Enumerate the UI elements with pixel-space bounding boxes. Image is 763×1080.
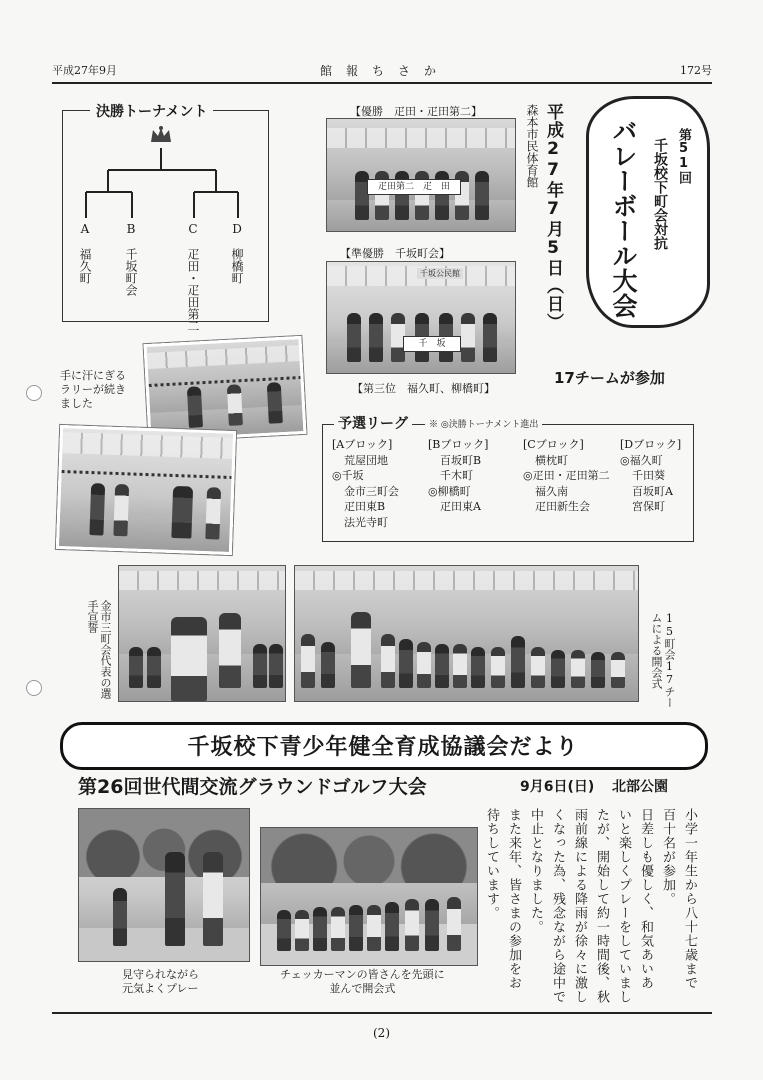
article-line: 百十名が参加。 — [660, 808, 675, 906]
article-line: 小学一年生から八十七歳まで — [682, 808, 697, 990]
header-date: 平成27年9月 — [52, 64, 117, 77]
team-entry: 法光寺町 — [344, 515, 388, 529]
team-entry: ◎柳橋町 — [428, 484, 471, 498]
oath-caption: 金市三町会代表の選手宣誓 — [86, 600, 112, 699]
block-c — [523, 437, 610, 515]
rally-caption: 手に汗にぎる ラリーが続き ました — [60, 369, 126, 410]
preliminary-title: 予選リーグ — [334, 413, 412, 433]
golf-photo-1 — [78, 808, 250, 962]
event-venue: 森本市民体育館 — [525, 104, 539, 188]
team-entry: 金市三町会 — [344, 484, 399, 498]
opening-caption: 15町会17チームによる開会式 — [650, 612, 676, 708]
rally-photo-2 — [56, 425, 236, 555]
block-name: [Bブロック] — [428, 438, 489, 451]
article-line: また来年、皆さまの参加をお — [506, 808, 521, 990]
winner-team-photo — [326, 118, 516, 232]
bracket-team-b: B 千坂町会 — [124, 222, 138, 296]
article-line: くなった為、残念ながら途中で — [550, 808, 565, 1004]
binder-hole-top — [26, 385, 42, 401]
event-place: 北部公園 — [612, 779, 668, 795]
banner-subtitle: 千坂校下町会対抗 — [652, 138, 668, 250]
block-d — [620, 437, 681, 515]
team-entry: 千田葵 — [632, 469, 665, 482]
event-date: 平成27年7月5日（日） — [543, 103, 563, 331]
team-entry: ◎千坂 — [332, 469, 364, 482]
block-b — [428, 437, 488, 515]
team-entry: ◎疋田・疋田第二 — [523, 469, 610, 482]
article-line: 雨前線による降雨が徐々に激し — [572, 808, 587, 1004]
bracket-team-d: D 柳橋町 — [230, 222, 244, 284]
article-line: 待ちしています。 — [484, 808, 499, 920]
block-name: [Cブロック] — [523, 438, 584, 451]
block-name: [Aブロック] — [332, 438, 393, 451]
golf-photo-2 — [260, 827, 478, 966]
page-number: (2) — [373, 1026, 390, 1040]
team-entry: 疋田東B — [344, 500, 386, 513]
bracket-team-c: C 疋田・疋田第二 — [186, 222, 200, 332]
golf-caption-1: 見守られながら 元気よくプレー — [122, 968, 199, 995]
page-header — [52, 62, 712, 80]
runnerup-team-photo — [326, 261, 516, 374]
article-line: 中止となりました。 — [528, 808, 543, 934]
team-entry: 宮保町 — [632, 500, 665, 513]
rally-photo-1 — [144, 336, 307, 442]
team-entry: 荒屋団地 — [344, 453, 388, 467]
binder-hole-bottom — [26, 680, 42, 696]
winner-caption: 【優勝 疋田・疋田第二】 — [350, 105, 482, 118]
golf-caption-2: チェッカーマンの皆さんを先頭に 並んで開会式 — [280, 968, 445, 995]
header-title: 館 報 ち さ か — [320, 64, 438, 78]
winner-banner: 疋田第二 疋 田 — [367, 179, 461, 195]
third-place-caption: 【第三位 福久町、柳橋町】 — [352, 382, 495, 395]
team-entry: 百坂町A — [632, 484, 673, 498]
runnerup-gym-sign: 千坂公民館 — [417, 268, 463, 279]
team-entry: 福久南 — [535, 484, 568, 498]
team-entry: ◎福久町 — [620, 453, 663, 467]
team-entry: 千木町 — [440, 469, 473, 482]
bracket-team-a: A 福久町 — [78, 222, 92, 284]
preliminary-note: ※ ◎決勝トーナメント進出 — [425, 417, 542, 430]
header-issue: 172号 — [680, 64, 712, 77]
block-a — [332, 437, 399, 530]
event-title: 第26回世代間交流グラウンドゴルフ大会 — [78, 776, 427, 798]
golf-article-body — [478, 808, 700, 1008]
bracket-lines — [62, 140, 267, 220]
block-name: [Dブロック] — [620, 438, 682, 451]
banner-edition: 第51回 — [676, 128, 691, 184]
runnerup-banner: 千 坂 — [403, 336, 461, 352]
team-entry: 疋田新生会 — [535, 500, 590, 513]
oath-photo — [118, 565, 286, 702]
banner-title: バレーボール大会 — [609, 118, 638, 318]
footer-rule — [52, 1012, 712, 1014]
team-entry: 百坂町B — [440, 453, 482, 467]
teams-note: 17チームが参加 — [554, 369, 665, 387]
article-line: 日差しも優しく、和気あいあ — [638, 808, 653, 990]
article-line: たが、開始して約一時間後、秋 — [594, 808, 609, 1004]
event-date-golf: 9月6日(日) — [520, 779, 595, 795]
team-entry: 疋田東A — [440, 500, 481, 513]
section-title: 千坂校下青少年健全育成協議会だより — [187, 735, 579, 760]
header-rule — [52, 82, 712, 84]
runnerup-caption: 【準優勝 千坂町会】 — [340, 247, 450, 260]
opening-ceremony-photo — [294, 565, 639, 702]
bracket-title: 決勝トーナメント — [90, 101, 213, 121]
team-entry: 横枕町 — [535, 453, 568, 467]
article-line: いと楽しくプレーをしていまし — [616, 808, 631, 1004]
